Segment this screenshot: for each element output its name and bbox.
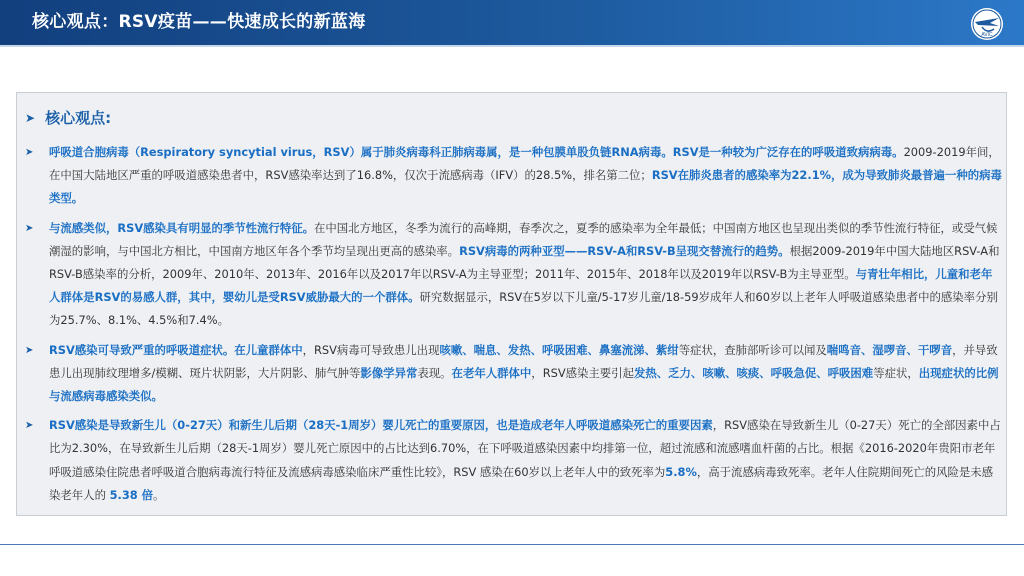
bullet-item [25,141,1003,211]
header-divider [0,45,1024,47]
avic-logo-icon [970,7,1004,41]
highlight-text: RSV感染可导致严重的呼吸道症状。在儿童群体中 [49,342,303,357]
highlight-text: 呼吸道合胞病毒（Respiratory syncytial virus，RSV）属于肺炎病毒科正肺病毒属，是一种包膜单股负链RNA病毒。RSV是一种较为广泛存在的呼吸道致病病毒。 [49,145,904,159]
highlight-text: 与流感类似，RSV感染具有明显的季节性流行特征。 [49,220,314,235]
highlight-text: 5.8% [665,464,697,479]
logo-text: AVIC [981,32,993,38]
section-heading-label: 核心观点: [45,109,112,127]
arrow-bullet-icon: ➤ [25,344,34,356]
highlight-text: 出现症状的比例与流感病毒感染类似。 [49,365,999,404]
highlight-text: 喘鸣音、湿啰音、干啰音 [826,342,953,357]
highlight-text: 与青壮年相比，儿童和老年人群体是RSV的易感人群，其中，婴幼儿是受RSV威胁最大的一个群体。 [49,267,993,305]
highlight-text: RSV感染是导致新生儿（0-27天）和新生儿后期（28天-1周岁）婴儿死亡的重要原因，也是造成老年人呼吸道感染死亡的重要因素 [49,418,713,433]
arrow-bullet-icon: ➤ [25,110,36,125]
footer-divider [0,544,1024,545]
body-text: ，并导致患儿出现肺纹理增多/模糊、斑片状阴影，大片阴影、肺气肿等 [49,342,998,380]
highlight-text: 在老年人群体中 [451,365,532,380]
body-text: 根据2009-2019年中国大陆地区RSV-A和RSV-B感染率的分析，2009年、2010年、2013年、2016年以及2017年以RSV-A为主导亚型；2011年、2015年、2018年以及2019年以RSV-B为主导亚型。 [49,243,1000,282]
body-text: 等症状，查肺部听诊可以闻及 [678,342,827,357]
body-text: ，RSV感染主要引起 [531,365,634,380]
body-text: 表现。 [417,365,452,380]
body-text: 研究数据显示，RSV在5岁以下儿童/5-17岁儿童/18-59岁成年人和60岁以上老年人呼吸道感染患者中的感染率分别为25.7%、8.1%、4.5%和7.4%。 [49,290,998,328]
highlight-text: RSV在肺炎患者的感染率为22.1%，成为导致肺炎最普遍一种的病毒类型。 [49,168,1002,206]
body-text: ，高于流感病毒致死率。老年人住院期间死亡的风险是未感染老年人的 [49,464,994,502]
highlight-text: 发热、乏力、咳嗽、咳痰、呼吸急促、呼吸困难 [633,365,874,380]
body-text: ，RSV病毒可导致患儿出现 [302,342,440,357]
highlight-text: RSV病毒的两种亚型——RSV-A和RSV-B呈现交替流行的趋势。 [459,243,790,258]
section-heading [25,107,111,128]
bullet-list [25,141,1003,513]
body-text: ，RSV感染在导致新生儿（0-27天）死亡的全部因素中占比为2.30%，在导致新生儿后期（28天-1周岁）婴儿死亡原因中的占比达到6.70%，在下呼吸道感染因素中均排第一位，超过流感和流感嗜血杆菌的占比。根据《2016-2020年贵阳市老年呼吸道感染住院患者呼吸道合胞病毒流行特征及流感病毒感染临床严重性比较》，RSV 感染在60岁以上老年人中的致死率为 [49,418,1001,479]
body-text: 在中国北方地区，冬季为流行的高峰期，春季次之，夏季的感染率为全年最低；中国南方地区也呈现出类似的季节性流行特征，或受气候潮湿的影响，与中国北方相比，中国南方地区年各个季节均呈现出更高的感染率。 [49,220,998,258]
highlight-text: 5.38 倍 [109,487,154,502]
content-panel [16,92,1007,516]
bullet-item [25,217,1003,333]
arrow-bullet-icon: ➤ [25,420,34,432]
bullet-item [25,414,1003,507]
highlight-text: 影像学异常 [360,365,418,380]
header-bar [0,0,1024,45]
body-text: 2009-2019年间，在中国大陆地区严重的呼吸道感染患者中，RSV感染率达到了16.8%，仅次于流感病毒（IFV）的28.5%，排名第二位； [49,145,1000,183]
highlight-text: 咳嗽、喘息、发热、呼吸困难、鼻塞流涕、紫绀 [439,342,679,357]
bullet-item [25,339,1003,409]
body-text: 等症状， [873,365,919,380]
arrow-bullet-icon: ➤ [25,222,34,234]
page-title: 核心观点：RSV疫苗——快速成长的新蓝海 [32,12,366,32]
arrow-bullet-icon: ➤ [25,147,34,158]
body-text: 。 [153,487,165,502]
